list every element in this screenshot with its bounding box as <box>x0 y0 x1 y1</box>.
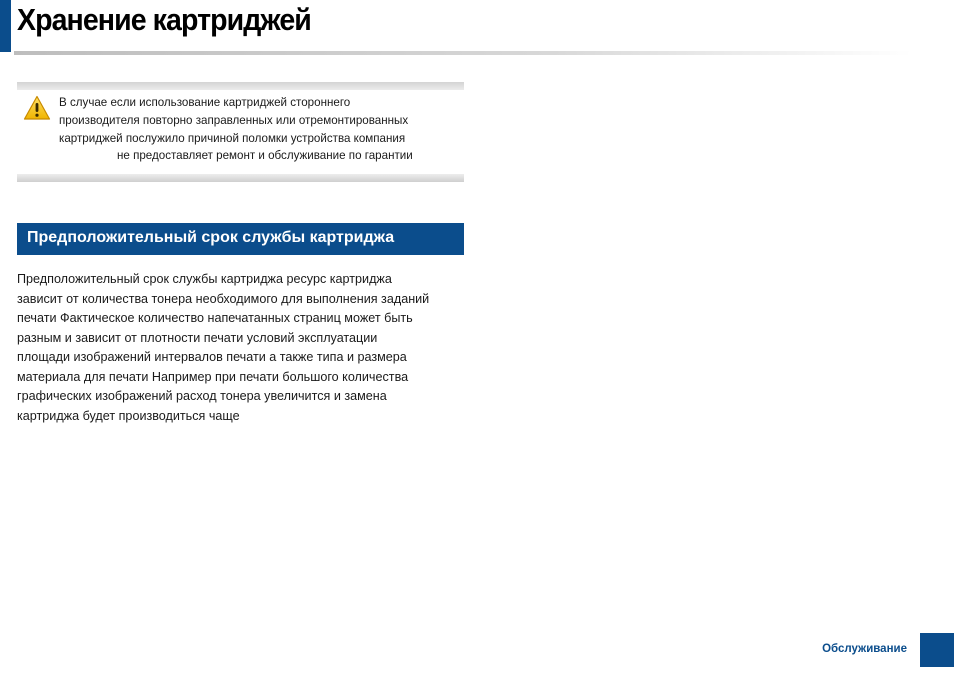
paragraph-line: печати Фактическое количество напечатанных страниц может быть <box>17 311 413 325</box>
warning-note-text <box>59 94 459 165</box>
warning-triangle-icon <box>23 95 51 121</box>
warning-note <box>17 82 464 182</box>
title-divider <box>14 51 912 55</box>
left-accent-bar <box>0 0 11 52</box>
note-line: картриджей послужило причиной поломки устройства компания <box>59 131 406 145</box>
section-heading-bar <box>17 223 464 255</box>
paragraph-line: картриджа будет производиться чаще <box>17 408 240 423</box>
note-line: В случае если использование картриджей стороннего <box>59 96 351 109</box>
note-line: производителя повторно заправленных или отремонтированных <box>59 113 409 127</box>
section-heading: Предположительный срок службы картриджа <box>27 229 395 246</box>
paragraph-line: зависит от количества тонера необходимого для выполнения заданий <box>17 291 430 306</box>
section-paragraph <box>17 270 467 426</box>
paragraph-line: Предположительный срок службы картриджа ресурс картриджа <box>17 272 392 286</box>
footer-chapter-link[interactable]: Обслуживание <box>822 643 907 655</box>
paragraph-line: площади изображений интервалов печати а также типа и размера <box>17 350 407 364</box>
note-bottom-border <box>17 174 464 182</box>
paragraph-line: графических изображений расход тонера увеличится и замена <box>17 389 387 403</box>
note-top-border <box>17 82 464 90</box>
page-number-tab[interactable] <box>920 633 954 667</box>
paragraph-line: разным и зависит от плотности печати условий эксплуатации <box>17 330 378 345</box>
paragraph-line: материала для печати Например при печати большого количества <box>17 369 409 384</box>
note-line: не предоставляет ремонт и обслуживание по гарантии <box>117 149 413 163</box>
page-title: Хранение картриджей <box>17 2 311 37</box>
